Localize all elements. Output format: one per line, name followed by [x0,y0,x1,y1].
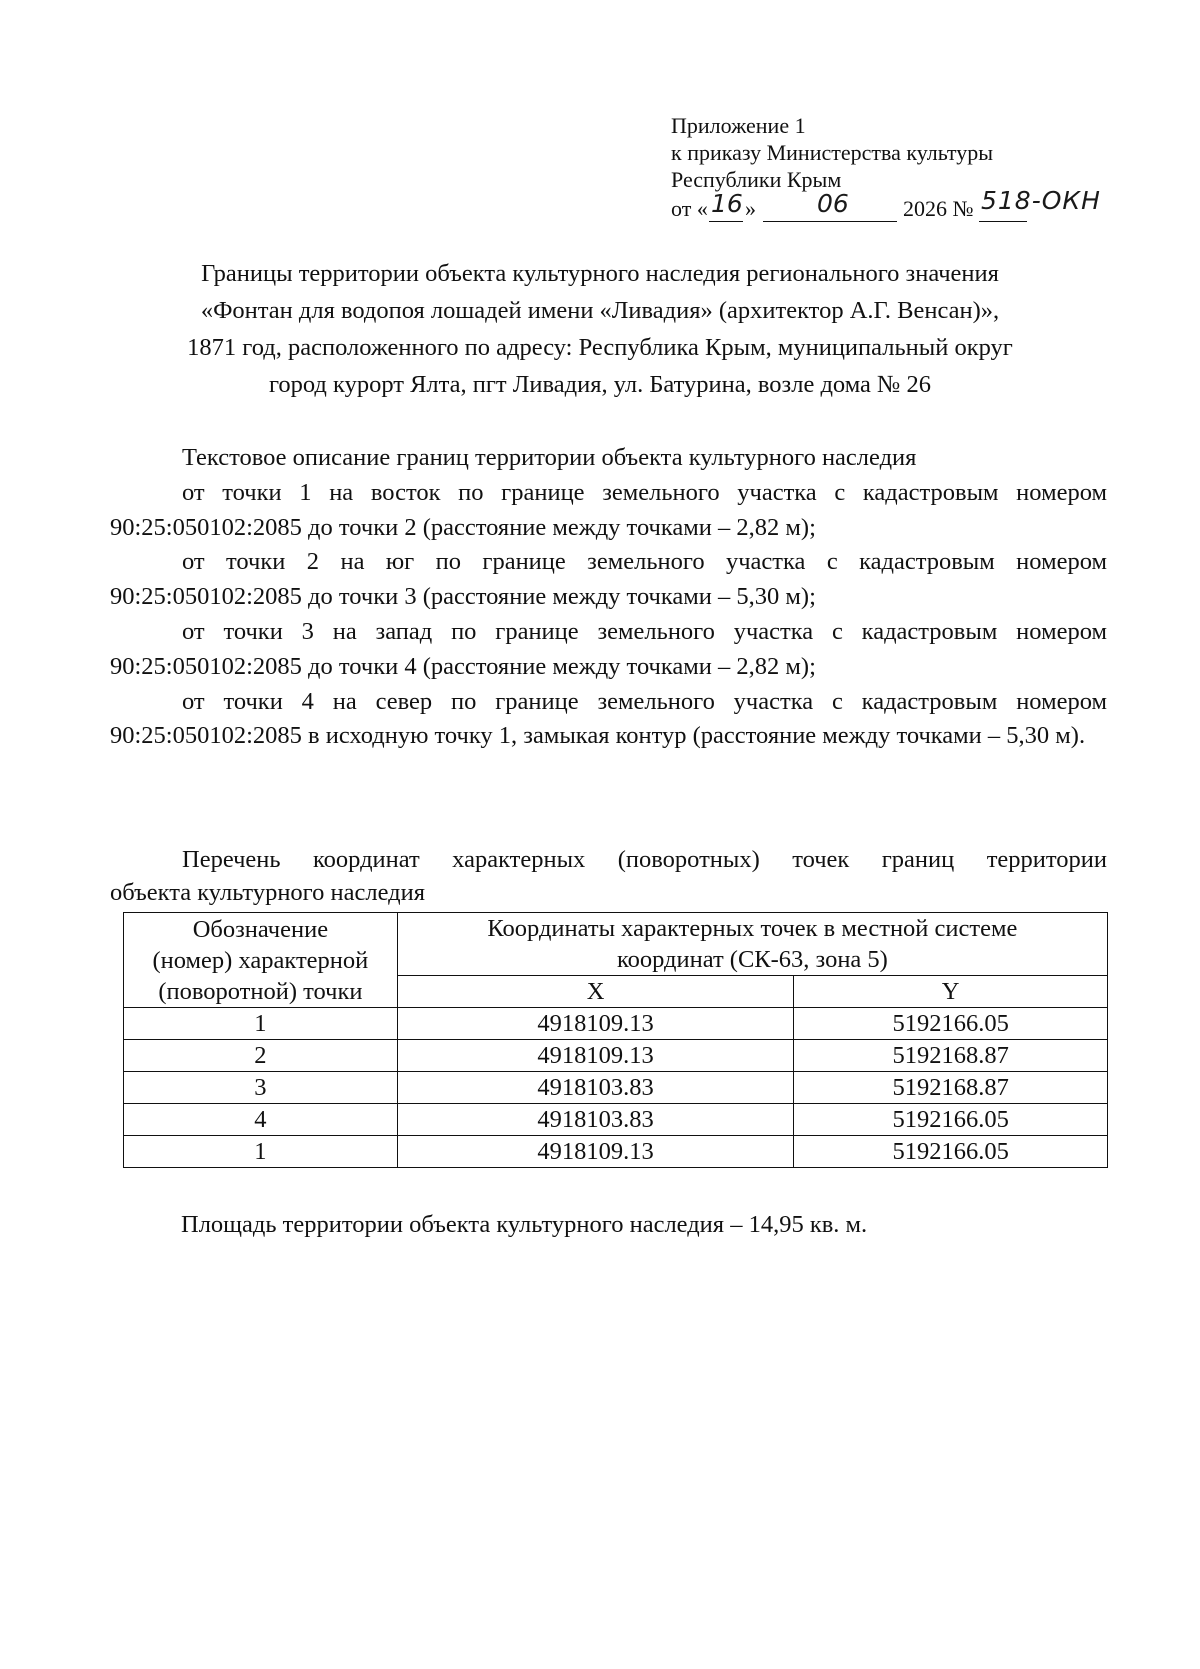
description-paragraph-4: от точки 4 на север по границе земельного участка с кадастровым номером 90:25:050102:2085 в исходную точку 1, замыкая контур (расстояние между точками – 5,30 м). [110,687,1107,750]
coordinates-list-heading [110,843,1107,909]
appendix-stamp [671,112,1101,223]
boundary-description [110,441,1107,754]
point-number: 1 [124,1008,398,1040]
title-line-2: «Фонтан для водопоя лошадей имени «Ливадия» (архитектор А.Г. Венсан)», [200,297,1000,324]
coordinates-header [397,913,1107,976]
coordinates-heading-line-2: объекта культурного наследия [110,879,425,906]
order-day: 16 [711,189,743,218]
description-heading: Текстовое описание границ территории объекта культурного наследия [182,444,917,471]
table-row [124,1104,1108,1136]
order-year-number-label: 2026 № [903,196,974,221]
x-coordinate: 4918103.83 [397,1072,794,1104]
x-coordinate: 4918109.13 [397,1136,794,1168]
description-paragraph-1: от точки 1 на восток по границе земельного участка с кадастровым номером 90:25:050102:2085 до точки 2 (расстояние между точками – 2,82 м); [110,478,1107,541]
y-coordinate: 5192168.87 [794,1072,1108,1104]
point-header-line-1: Обозначение [192,915,329,943]
x-coordinate: 4918103.83 [397,1104,794,1136]
y-column-header: Y [794,976,1108,1008]
order-number: 518-ОКН [981,186,1101,215]
title-line-4: город курорт Ялта, пгт Ливадия, ул. Батурина, возле дома № 26 [268,371,932,398]
coordinates-header-line-1: Координаты характерных точек в местной системе [487,915,1018,942]
y-coordinate: 5192168.87 [794,1040,1108,1072]
x-column-header: X [397,976,794,1008]
point-header-line-2: (номер) характерной [152,946,369,974]
table-row [124,1040,1108,1072]
point-number: 2 [124,1040,398,1072]
point-header-line-3: (поворотной) точки [158,977,363,1005]
table-row [124,1008,1108,1040]
territory-area: Площадь территории объекта культурного наследия – 14,95 кв. м. [181,1211,868,1238]
y-coordinate: 5192166.05 [794,1104,1108,1136]
point-designation-header [124,913,398,1008]
coordinates-heading-line-1: Перечень координат характерных (поворотных) точек границ территории [182,846,1107,873]
appendix-line-1: Приложение 1 [671,113,806,138]
order-month: 06 [817,189,849,218]
coordinates-table [123,912,1108,1168]
day-close-quote: » [745,196,756,221]
y-coordinate: 5192166.05 [794,1008,1108,1040]
description-paragraph-3: от точки 3 на запад по границе земельного участка с кадастровым номером 90:25:050102:2085 до точки 4 (расстояние между точками – 2,82 м); [110,617,1107,680]
title-line-3: 1871 год, расположенного по адресу: Республика Крым, муниципальный округ [187,334,1013,361]
document-title [100,255,1100,403]
appendix-line-2: к приказу Министерства культуры [671,140,994,165]
point-number: 4 [124,1104,398,1136]
point-number: 1 [124,1136,398,1168]
appendix-line-3: Республики Крым [671,167,842,192]
y-coordinate: 5192166.05 [794,1136,1108,1168]
point-number: 3 [124,1072,398,1104]
coordinates-header-line-2: координат (СК-63, зона 5) [616,946,888,973]
table-row [124,1136,1108,1168]
x-coordinate: 4918109.13 [397,1040,794,1072]
description-paragraph-2: от точки 2 на юг по границе земельного участка с кадастровым номером 90:25:050102:2085 до точки 3 (расстояние между точками – 5,30 м); [110,548,1107,611]
date-prefix: от « [671,196,708,221]
title-line-1: Границы территории объекта культурного наследия регионального значения [201,260,999,287]
x-coordinate: 4918109.13 [397,1008,794,1040]
table-row [124,1072,1108,1104]
order-date-line [671,186,1101,223]
